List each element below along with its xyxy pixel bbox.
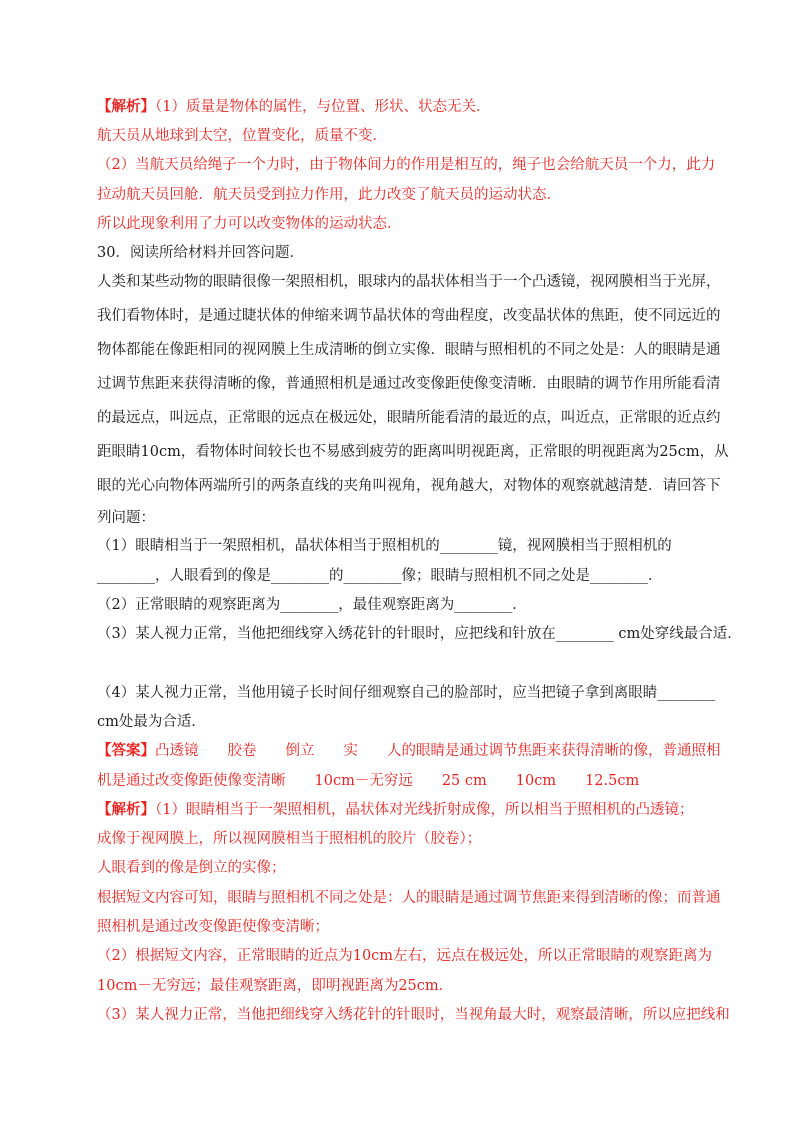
sub-question-4b: cm处最为合适． [97,714,206,730]
prev-analysis-line-3: （2）当航天员给绳子一个力时，由于物体间力的作用是相互的，绳子也会给航天员一个力，此力 [97,157,716,173]
passage-line-1: 人类和某些动物的眼睛很像一架照相机，眼球内的晶状体相当于一个凸透镜，视网膜相当于光屏， [97,274,721,290]
passage-line-4: 过调节焦距来获得清晰的像，普通照相机是通过改变像距使像变清晰．由眼睛的调节作用所能看清 [97,376,721,392]
answer-line-2: 机是通过改变像距使像变清晰 10cm－无穷远 25 cm 10cm 12.5cm [97,773,640,789]
prev-analysis-line-1: 【解析】（1）质量是物体的属性，与位置、形状、状态无关． [97,98,491,115]
analysis-line-3: 人眼看到的像是倒立的实像； [97,860,286,876]
analysis-line-2: 成像于视网膜上，所以视网膜相当于照相机的胶片（胶卷）； [97,831,482,847]
analysis-line-7: 10cm－无穷远；最佳观察距离，即明视距离为25cm． [97,978,454,994]
passage-line-6: 距眼睛10cm，看物体时间较长也不易感到疲劳的距离叫明视距离，正常眼的明视距离为25cm，从 [97,444,729,460]
analysis-line-1: 【解析】（1）眼睛相当于一架照相机，晶状体对光线折射成像，所以相当于照相机的凸透镜； [97,801,694,818]
analysis-line-6: （2）根据短文内容，正常眼睛的近点为10cm左右，远点在极远处，所以正常眼睛的观察距离为 [97,948,713,964]
passage-line-2: 我们看物体时，是通过睫状体的伸缩来调节晶状体的弯曲程度，改变晶状体的焦距，使不同远近的 [97,308,721,324]
sub-question-4a: （4）某人视力正常，当他用镜子长时间仔细观察自己的脸部时，应当把镜子拿到离眼睛________ [97,685,716,701]
analysis-line-8: （3）某人视力正常，当他把细线穿入绣花针的针眼时，当视角最大时，观察最清晰，所以应把线和 [97,1007,730,1023]
answer-tag: 【答案】 [97,742,155,759]
sub-question-1b: ________，人眼看到的像是________的________像；眼睛与照相机不同之处是________． [97,568,663,584]
sub-question-3: （3）某人视力正常，当他把细线穿入绣花针的针眼时，应把线和针放在________ cm处穿线最合适． [97,626,742,642]
passage-line-8: 列问题： [97,510,155,526]
question-30-title: 30．阅读所给材料并回答问题． [97,245,304,261]
analysis-line-4: 根据短文内容可知，眼睛与照相机不同之处是：人的眼睛是通过调节焦距来得到清晰的像；而普通 [97,890,721,906]
prev-analysis-line-2: 航天员从地球到太空，位置变化，质量不变． [97,128,387,144]
passage-line-3: 物体都能在像距相同的视网膜上生成清晰的倒立实像．眼睛与照相机的不同之处是：人的眼睛是通 [97,342,721,358]
sub-question-2: （2）正常眼睛的观察距离为________，最佳观察距离为________． [97,597,527,613]
prev-analysis-line-5: 所以此现象利用了力可以改变物体的运动状态． [97,216,402,232]
passage-line-7: 眼的光心向物体两端所引的两条直线的夹角叫视角，视角越大，对物体的观察就越清楚．请回答下 [97,478,721,494]
answer-line-1: 【答案】凸透镜 胶卷 倒立 实 人的眼睛是通过调节焦距来获得清晰的像，普通照相 [97,742,721,759]
analysis-tag: 【解析】 [97,801,155,818]
passage-line-5: 的最远点，叫远点，正常眼的远点在极远处，眼睛所能看清的最近的点，叫近点，正常眼的近点约 [97,410,721,426]
analysis-tag: 【解析】 [97,98,155,115]
analysis-line-5: 照相机是通过改变像距使像变清晰； [97,919,329,935]
sub-question-1a: （1）眼睛相当于一架照相机，晶状体相当于照相机的________镜，视网膜相当于照相机的 [97,538,672,554]
prev-analysis-line-4: 拉动航天员回舱．航天员受到拉力作用，此力改变了航天员的运动状态． [97,187,561,203]
